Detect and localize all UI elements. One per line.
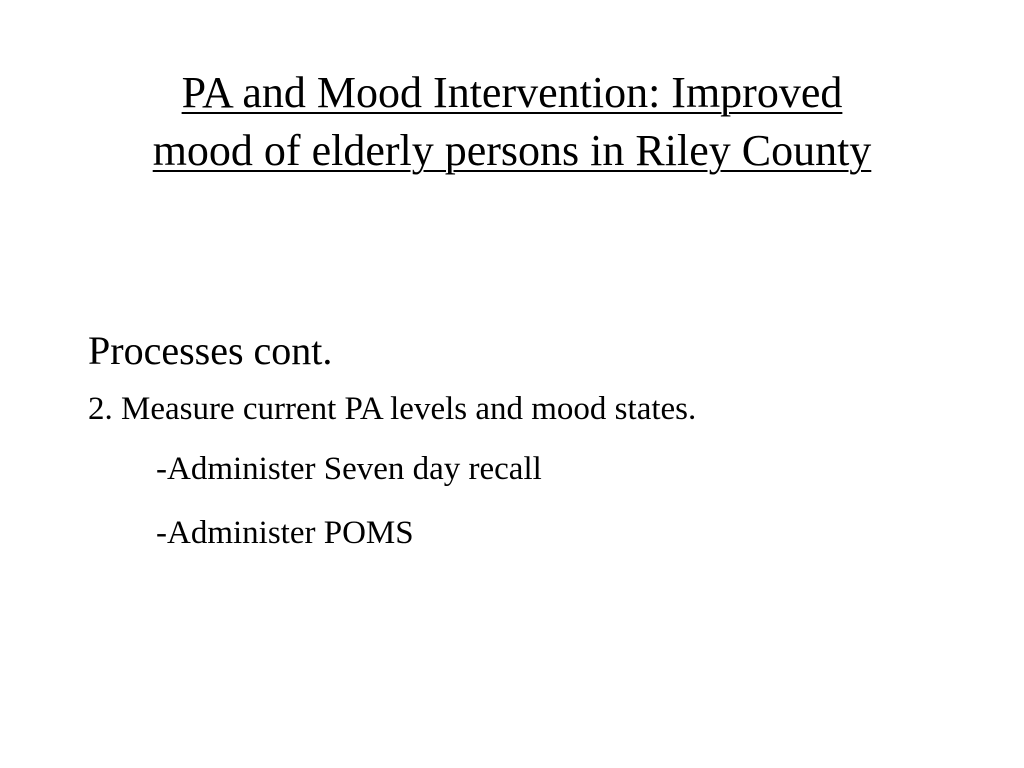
- numbered-point: 2. Measure current PA levels and mood states.: [88, 391, 697, 427]
- slide-body: [88, 324, 988, 554]
- slide-title-line-2: mood of elderly persons in Riley County: [152, 126, 872, 175]
- section-heading: Processes cont.: [88, 328, 333, 373]
- slide-title: [0, 64, 1024, 180]
- sub-point-poms: -Administer POMS: [156, 515, 414, 551]
- slide-title-line-1: PA and Mood Intervention: Improved: [181, 68, 843, 117]
- sub-point-seven-day-recall: -Administer Seven day recall: [156, 451, 542, 487]
